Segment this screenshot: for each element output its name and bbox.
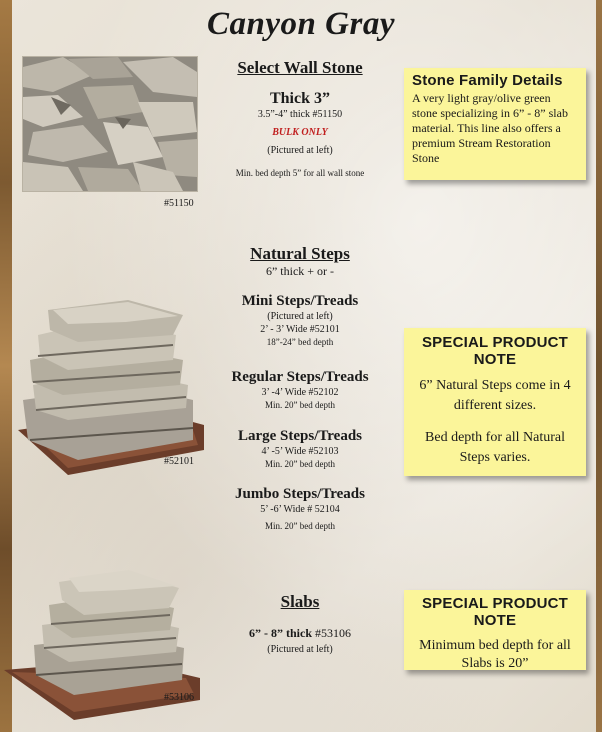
step-item-depth: Min. 20” bed depth bbox=[265, 521, 335, 531]
step-item-depth: 18”-24” bed depth bbox=[266, 337, 334, 347]
step-item-large bbox=[205, 428, 395, 470]
slabs-note-heading: SPECIAL PRODUCT NOTE bbox=[421, 595, 569, 629]
step-item-size: 4’ -5’ Wide #52103 bbox=[261, 446, 339, 457]
step-item-size: 2’ - 3’ Wide #52101 bbox=[260, 324, 340, 335]
page-title: Canyon Gray bbox=[207, 6, 395, 42]
slabs-heading: Slabs bbox=[280, 592, 320, 611]
natural-steps-photo-code: #52101 bbox=[164, 456, 194, 467]
slabs-pictured: (Pictured at left) bbox=[267, 644, 333, 655]
step-item-name: Large Steps/Treads bbox=[237, 428, 363, 444]
stone-family-note bbox=[404, 68, 586, 180]
slabs-spec bbox=[205, 626, 395, 641]
step-item-size: 5’ -6’ Wide # 52104 bbox=[260, 504, 340, 515]
steps-note-line1: 6” Natural Steps come in 4 different sizes. bbox=[419, 378, 571, 413]
wall-stone-pictured: (Pictured at left) bbox=[267, 145, 333, 156]
slabs-special-note bbox=[404, 590, 586, 670]
steps-note-heading: SPECIAL PRODUCT NOTE bbox=[421, 334, 569, 368]
stone-border-right bbox=[596, 0, 602, 732]
step-item-size: 3’ -4’ Wide #52102 bbox=[261, 387, 339, 398]
wall-stone-heading: Select Wall Stone bbox=[237, 58, 363, 77]
natural-steps-heading: Natural Steps bbox=[250, 244, 350, 263]
steps-note-line2: Bed depth for all Natural Steps varies. bbox=[425, 430, 565, 465]
natural-steps-section bbox=[205, 244, 395, 279]
step-item-jumbo bbox=[205, 486, 395, 532]
wall-stone-photo bbox=[22, 56, 198, 192]
step-item-regular bbox=[205, 369, 395, 411]
slabs-thickness: 6” - 8” thick bbox=[249, 626, 312, 640]
wall-stone-bed-depth: Min. bed depth 5” for all wall stone bbox=[235, 168, 365, 178]
steps-special-note bbox=[404, 328, 586, 476]
slabs-note-body: Minimum bed depth for all Slabs is 20” bbox=[419, 638, 571, 671]
bulk-only-badge: BULK ONLY bbox=[272, 127, 328, 138]
slabs-photo-code: #53106 bbox=[164, 692, 194, 703]
step-item-depth: Min. 20” bed depth bbox=[265, 459, 335, 469]
slabs-code: #53106 bbox=[315, 626, 351, 640]
stone-family-heading: Stone Family Details bbox=[412, 72, 563, 89]
wall-stone-section bbox=[205, 58, 395, 179]
step-item-note: (Pictured at left) bbox=[267, 311, 333, 322]
step-item-name: Regular Steps/Treads bbox=[231, 369, 369, 385]
step-item-depth: Min. 20” bed depth bbox=[265, 400, 335, 410]
wall-stone-spec: 3.5”-4” thick #51150 bbox=[257, 109, 343, 120]
natural-steps-photo bbox=[8, 290, 204, 480]
wall-stone-photo-code: #51150 bbox=[164, 198, 194, 209]
step-item-name: Mini Steps/Treads bbox=[241, 293, 359, 309]
step-item-name: Jumbo Steps/Treads bbox=[235, 486, 365, 502]
natural-steps-thickness: 6” thick + or - bbox=[265, 264, 335, 278]
step-item-mini bbox=[205, 293, 395, 348]
wall-stone-product: Thick 3” bbox=[269, 90, 330, 107]
slabs-section bbox=[205, 592, 395, 656]
stone-family-body: A very light gray/olive green stone specializing in 6” - 8” slab material. This line also offers a premium Stream Restoration Stone bbox=[412, 91, 568, 165]
